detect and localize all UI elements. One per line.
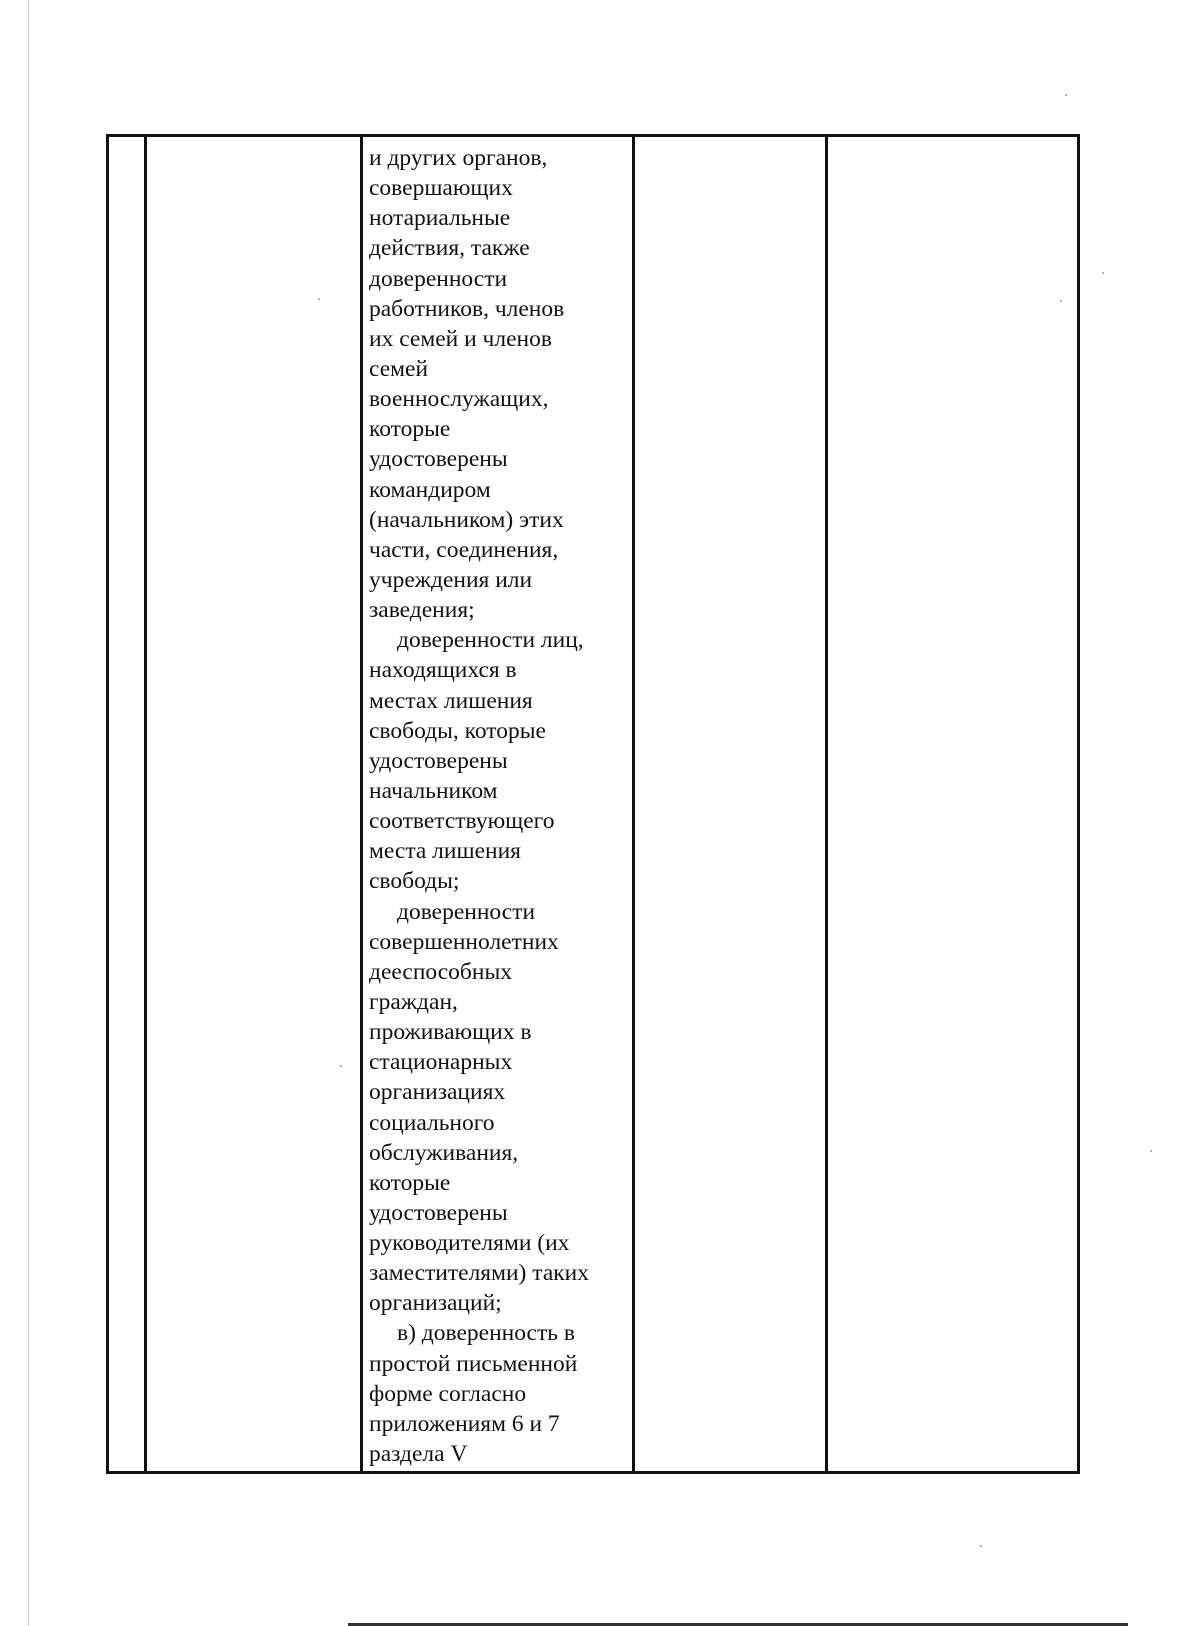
text-line: обслуживания,	[369, 1139, 519, 1166]
text-line: стационарных	[369, 1049, 513, 1076]
text-line: находящихся в	[369, 657, 517, 684]
scan-speck	[1060, 300, 1062, 302]
text-line: доверенности	[397, 898, 536, 925]
text-line: приложениям 6 и 7	[369, 1410, 560, 1437]
text-line: командиром	[369, 476, 491, 503]
text-line: начальником	[369, 777, 498, 804]
text-line: доверенности	[369, 265, 508, 292]
text-line: организациях	[369, 1079, 506, 1106]
text-line: свободы, которые	[369, 717, 546, 744]
scan-left-edge	[28, 0, 29, 1626]
table-cell-column-5	[828, 137, 1077, 1471]
text-line: места лишения	[369, 838, 521, 865]
table-cell-number	[109, 137, 147, 1471]
description-text	[369, 143, 629, 1469]
text-line: и других органов,	[369, 145, 548, 171]
text-line: форме согласно	[369, 1380, 527, 1407]
text-line: граждан,	[369, 988, 458, 1015]
table-cell-description	[363, 137, 635, 1471]
table-cell-name	[147, 137, 363, 1471]
text-line: их семей и членов	[369, 325, 552, 352]
scan-speck	[980, 1545, 982, 1547]
text-line: заместителями) таких	[369, 1260, 589, 1287]
text-line: удостоверены	[369, 446, 508, 473]
text-line: действия, также	[369, 235, 530, 262]
text-line: организаций;	[369, 1290, 502, 1317]
text-line: которые	[369, 416, 451, 443]
text-line: соответствующего	[369, 808, 555, 835]
text-line: совершеннолетних	[369, 928, 559, 955]
text-line: семей	[369, 355, 429, 382]
text-line: простой письменной	[369, 1350, 578, 1377]
text-line: удостоверены	[369, 747, 508, 774]
table-cell-column-4	[635, 137, 828, 1471]
text-line: заведения;	[369, 597, 475, 624]
text-line: военнослужащих,	[369, 386, 549, 413]
text-line: свободы;	[369, 868, 460, 895]
text-line: в) доверенность в	[397, 1320, 575, 1347]
text-line: учреждения или	[369, 566, 533, 593]
text-line: социального	[369, 1109, 495, 1136]
scan-speck	[1065, 94, 1067, 96]
scan-speck	[1150, 1150, 1152, 1152]
text-line: удостоверены	[369, 1199, 508, 1226]
text-line: руководителями (их	[369, 1230, 570, 1257]
text-line: дееспособных	[369, 958, 512, 985]
text-line: местах лишения	[369, 687, 533, 714]
scan-speck	[318, 298, 320, 300]
scan-speck	[340, 1065, 342, 1067]
text-line: части, соединения,	[369, 536, 559, 563]
text-line: нотариальные	[369, 205, 511, 232]
text-line: проживающих в	[369, 1019, 532, 1046]
scan-speck	[1102, 272, 1104, 274]
text-line: которые	[369, 1169, 451, 1196]
text-line: совершающих	[369, 175, 513, 202]
text-line: (начальником) этих	[369, 506, 564, 533]
text-line: работников, членов	[369, 295, 565, 322]
text-line: раздела V	[369, 1441, 468, 1468]
document-table	[106, 134, 1080, 1474]
text-line: доверенности лиц,	[397, 627, 584, 654]
